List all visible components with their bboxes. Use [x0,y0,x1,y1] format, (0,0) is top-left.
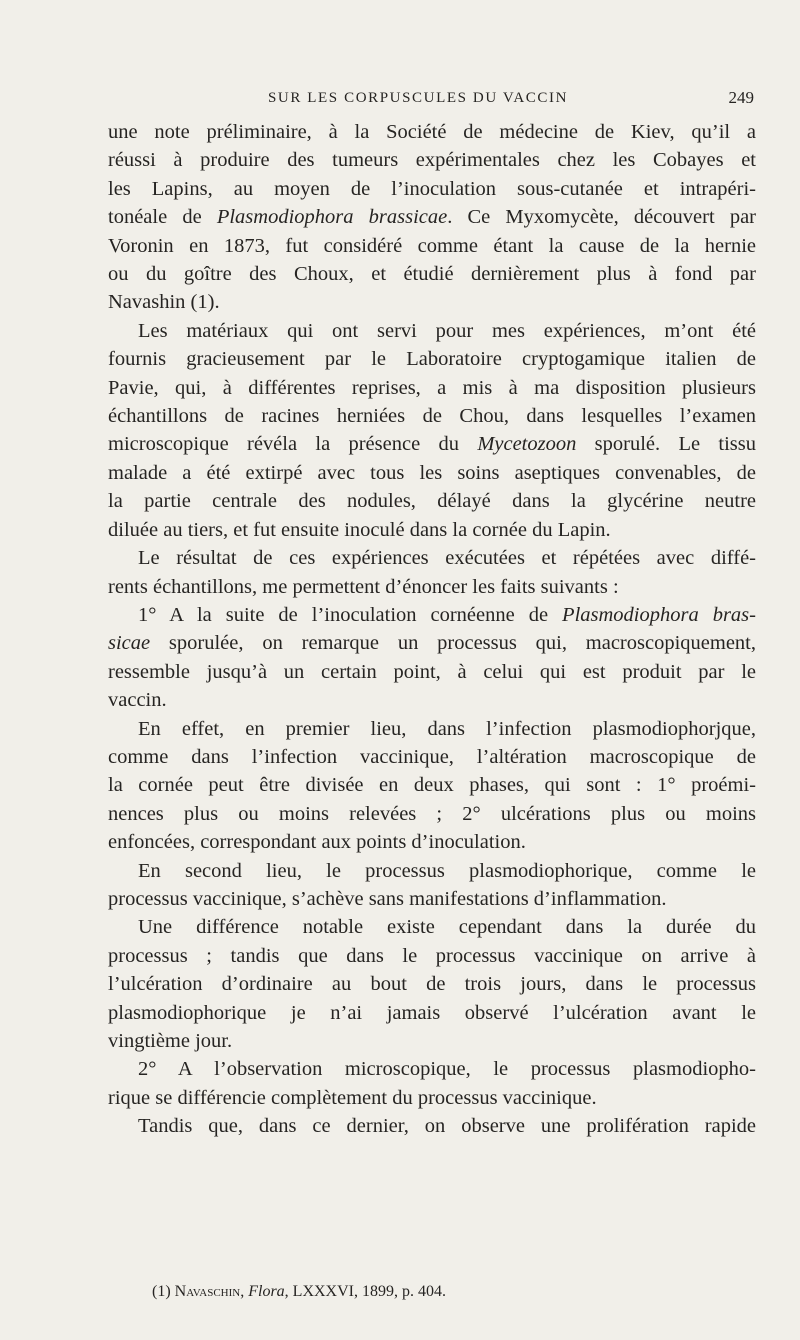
text-line: 2° A l’observation microscopique, le processus plasmodiopho- [138,1058,756,1081]
text-line: vingtième jour. [108,1030,233,1052]
text-line: plasmodiophorique je n’ai jamais observé l’ulcération avant le [108,1001,756,1024]
text-line: nences plus ou moins relevées ; 2° ulcérations plus ou moins [108,802,756,825]
text-line: la partie centrale des nodules, délayé dans la glycérine neutre [108,490,756,513]
text-line: enfoncées, correspondant aux points d’inoculation. [108,831,526,854]
running-header: SUR LES CORPUSCULES DU VACCIN [267,90,569,106]
page-number: 249 [728,88,754,107]
text-line: Une différence notable existe cependant dans la durée du [138,916,756,939]
text-line: comme dans l’infection vaccinique, l’altération macroscopique de [108,745,756,768]
text-line: une note préliminaire, à la Société de médecine de Kiev, qu’il a [108,121,756,143]
text-line: vaccin. [108,689,167,712]
text-line: les Lapins, au moyen de l’inoculation sous-cutanée et intrapéri- [108,177,756,200]
text-line: Tandis que, dans ce dernier, on observe une prolifération rapide [138,1115,756,1138]
text-line: l’ulcération d’ordinaire au bout de trois jours, dans le processus [108,973,756,996]
text-line: 1° A la suite de l’inoculation cornéenne de Plasmodiophora bras- [138,603,756,626]
text-line: réussi à produire des tumeurs expérimentales chez les Cobayes et [108,149,756,172]
text-line: la cornée peut être divisée en deux phases, qui sont : 1° proémi- [108,774,756,797]
text-line: processus vaccinique, s’achève sans manifestations d’inflammation. [108,887,667,910]
text-line: fournis gracieusement par le Laboratoire cryptogamique italien de [108,348,756,371]
text-line: échantillons de racines herniées de Chou, dans lesquelles l’examen [108,405,756,428]
text-line: ou du goître des Choux, et étudié dernièrement plus à fond par [108,263,756,286]
paragraph [108,317,756,544]
text-line: malade a été extirpé avec tous les soins aseptiques convenables, de [108,461,756,484]
text-line: Navashin (1). [108,291,220,314]
text-line: En second lieu, le processus plasmodiophorique, comme le [138,859,756,882]
text-line: Pavie, qui, à différentes reprises, a mis à ma disposition plusieurs [108,376,756,399]
paragraph [108,1112,756,1140]
paragraph [108,601,756,715]
text-line: microscopique révéla la présence du Mycetozoon sporulé. Le tissu [108,433,756,456]
text-line: Voronin en 1873, fut considéré comme étant la cause de la hernie [108,234,756,257]
paragraph [108,1055,756,1112]
text-line: processus ; tandis que dans le processus vaccinique on arrive à [108,944,756,967]
text-line: rents échantillons, me permettent d’énoncer les faits suivants : [108,575,619,598]
text-line: Le résultat de ces expériences exécutées et répétées avec diffé- [138,547,756,570]
paragraph [108,913,756,1055]
paragraph [108,715,756,857]
body-text [108,118,756,1141]
text-line: En effet, en premier lieu, dans l’infection plasmodiophorjque, [138,717,756,740]
text-line: sicae sporulée, on remarque un processus qui, macroscopiquement, [108,632,756,655]
text-line: rique se différencie complètement du processus vaccinique. [108,1086,597,1109]
paragraph [108,118,756,317]
text-line: tonéale de Plasmodiophora brassicae. Ce Myxomycète, découvert par [108,206,756,229]
text-line: ressemble jusqu’à un certain point, à celui qui est produit par le [108,660,756,683]
paragraph [108,544,756,601]
footnote: (1) Navaschin, Flora, LXXXVI, 1899, p. 404. [152,1283,446,1300]
text-line: diluée au tiers, et fut ensuite inoculé dans la cornée du Lapin. [108,518,611,541]
text-line: Les matériaux qui ont servi pour mes expériences, m’ont été [138,319,756,342]
paragraph [108,857,756,914]
